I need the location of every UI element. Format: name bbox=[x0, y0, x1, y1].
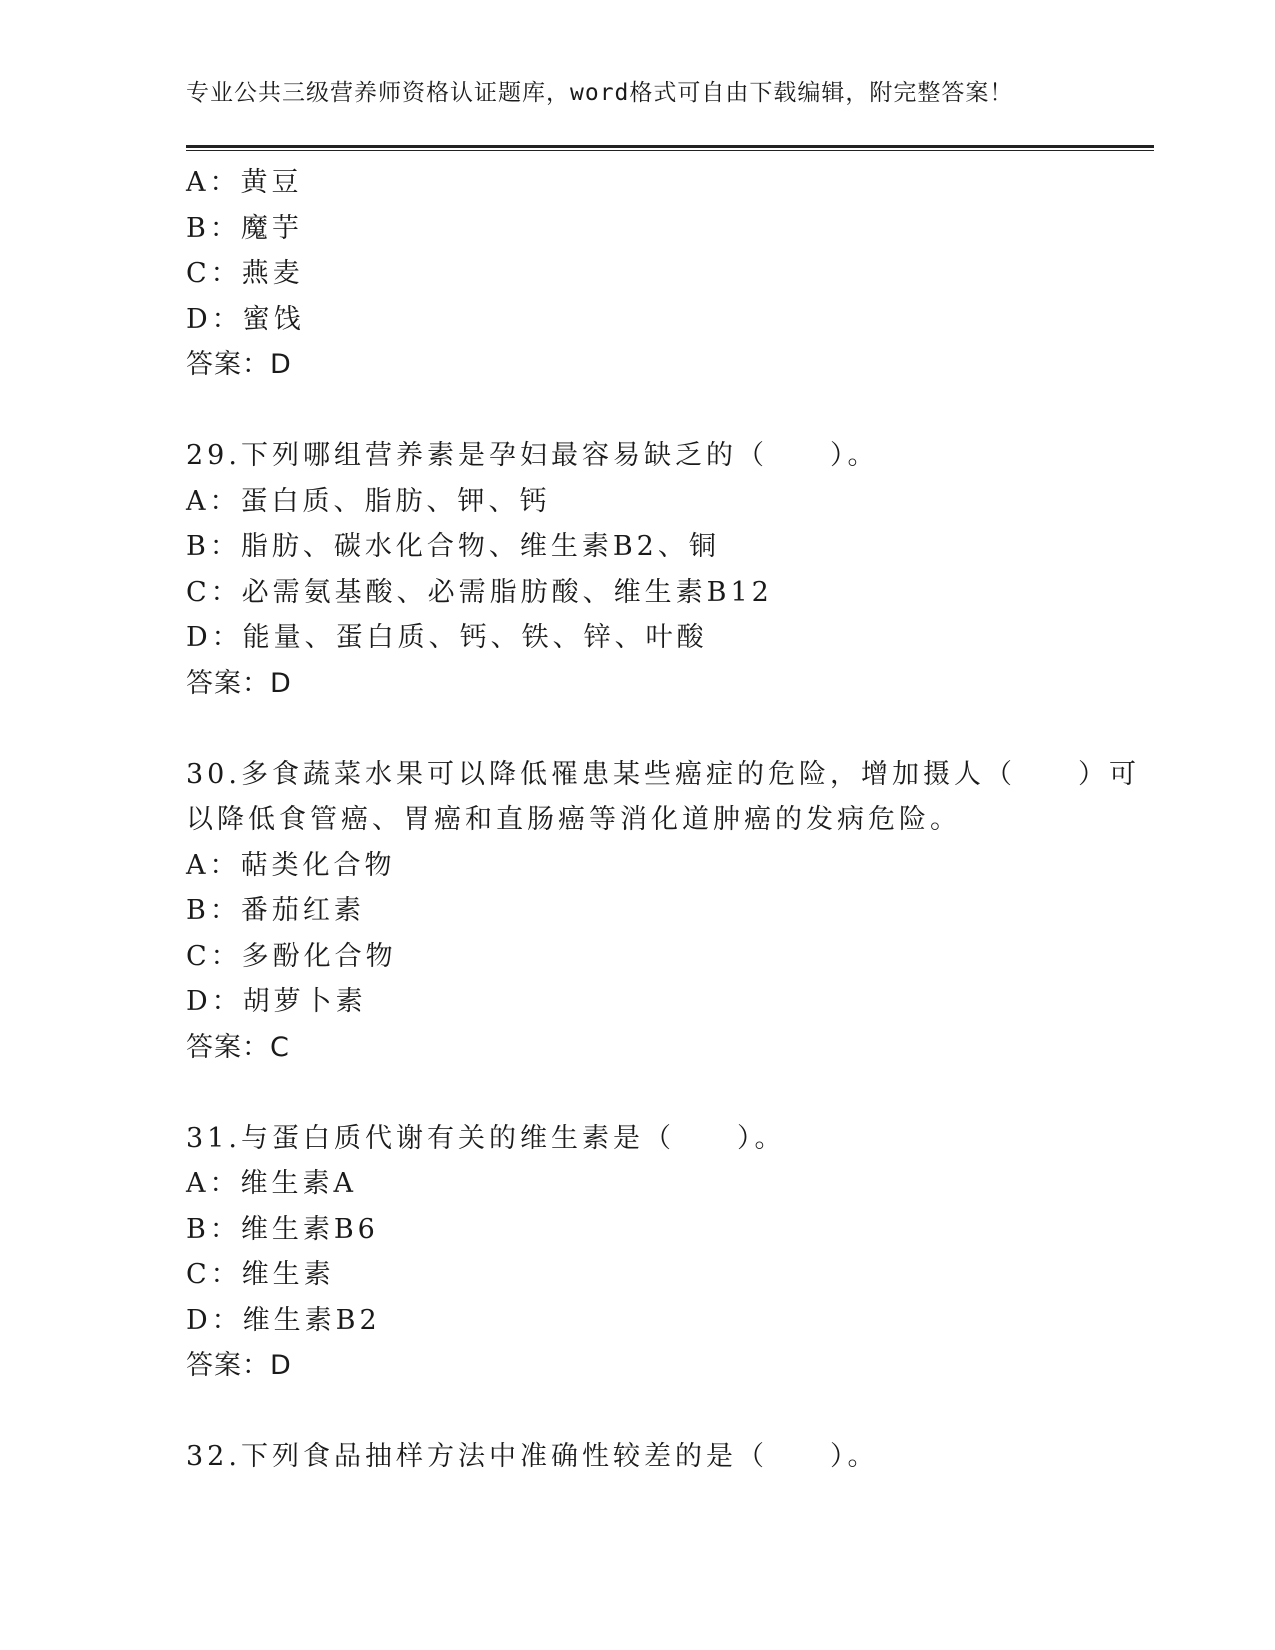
question-text: 31.与蛋白质代谢有关的维生素是（ ）。 bbox=[186, 1122, 786, 1154]
option-b: B：魔芋 bbox=[186, 212, 303, 244]
answer-line: 答案：D bbox=[186, 1350, 292, 1381]
prev-question-block bbox=[186, 160, 1106, 388]
option-c: C：维生素 bbox=[186, 1259, 335, 1290]
option-d: D：胡萝卜素 bbox=[186, 986, 367, 1017]
option-d: D：维生素B2 bbox=[186, 1304, 381, 1336]
question-text: 32.下列食品抽样方法中准确性较差的是（ ）。 bbox=[186, 1441, 879, 1472]
header-divider bbox=[186, 145, 1154, 151]
option-b: B：脂肪、碳水化合物、维生素B2、铜 bbox=[186, 531, 720, 562]
question-32 bbox=[186, 1434, 1106, 1480]
option-b: B：番茄红素 bbox=[186, 895, 365, 926]
option-a: A：黄豆 bbox=[186, 167, 303, 198]
option-d: D：蜜饯 bbox=[186, 303, 305, 335]
answer-line: 答案：D bbox=[186, 667, 292, 699]
question-text: 29.下列哪组营养素是孕妇最容易缺乏的（ ）。 bbox=[186, 440, 879, 471]
answer-line: 答案：D bbox=[186, 349, 292, 380]
option-c: C：燕麦 bbox=[186, 258, 304, 289]
option-a: A：萜类化合物 bbox=[186, 849, 396, 881]
question-29 bbox=[186, 433, 1106, 706]
question-31 bbox=[186, 1116, 1106, 1389]
option-b: B：维生素B6 bbox=[186, 1213, 379, 1245]
question-30 bbox=[186, 752, 1140, 1071]
question-text-line-1: 30.多食蔬菜水果可以降低罹患某些癌症的危险，增加摄人（ ）可 bbox=[186, 758, 1140, 790]
option-d: D：能量、蛋白质、钙、铁、锌、叶酸 bbox=[186, 622, 708, 653]
option-c: C：必需氨基酸、必需脂肪酸、维生素B12 bbox=[186, 576, 773, 608]
option-a: A：蛋白质、脂肪、钾、钙 bbox=[186, 485, 551, 517]
page-header: 专业公共三级营养师资格认证题库，word格式可自由下载编辑，附完整答案！ bbox=[186, 80, 1014, 106]
option-c: C：多酚化合物 bbox=[186, 940, 397, 972]
option-a: A：维生素A bbox=[186, 1168, 357, 1199]
question-content bbox=[186, 160, 1140, 1480]
answer-line: 答案：C bbox=[186, 1031, 290, 1063]
question-text-line-2: 以降低食管癌、胃癌和直肠癌等消化道肿癌的发病危险。 bbox=[186, 804, 961, 835]
